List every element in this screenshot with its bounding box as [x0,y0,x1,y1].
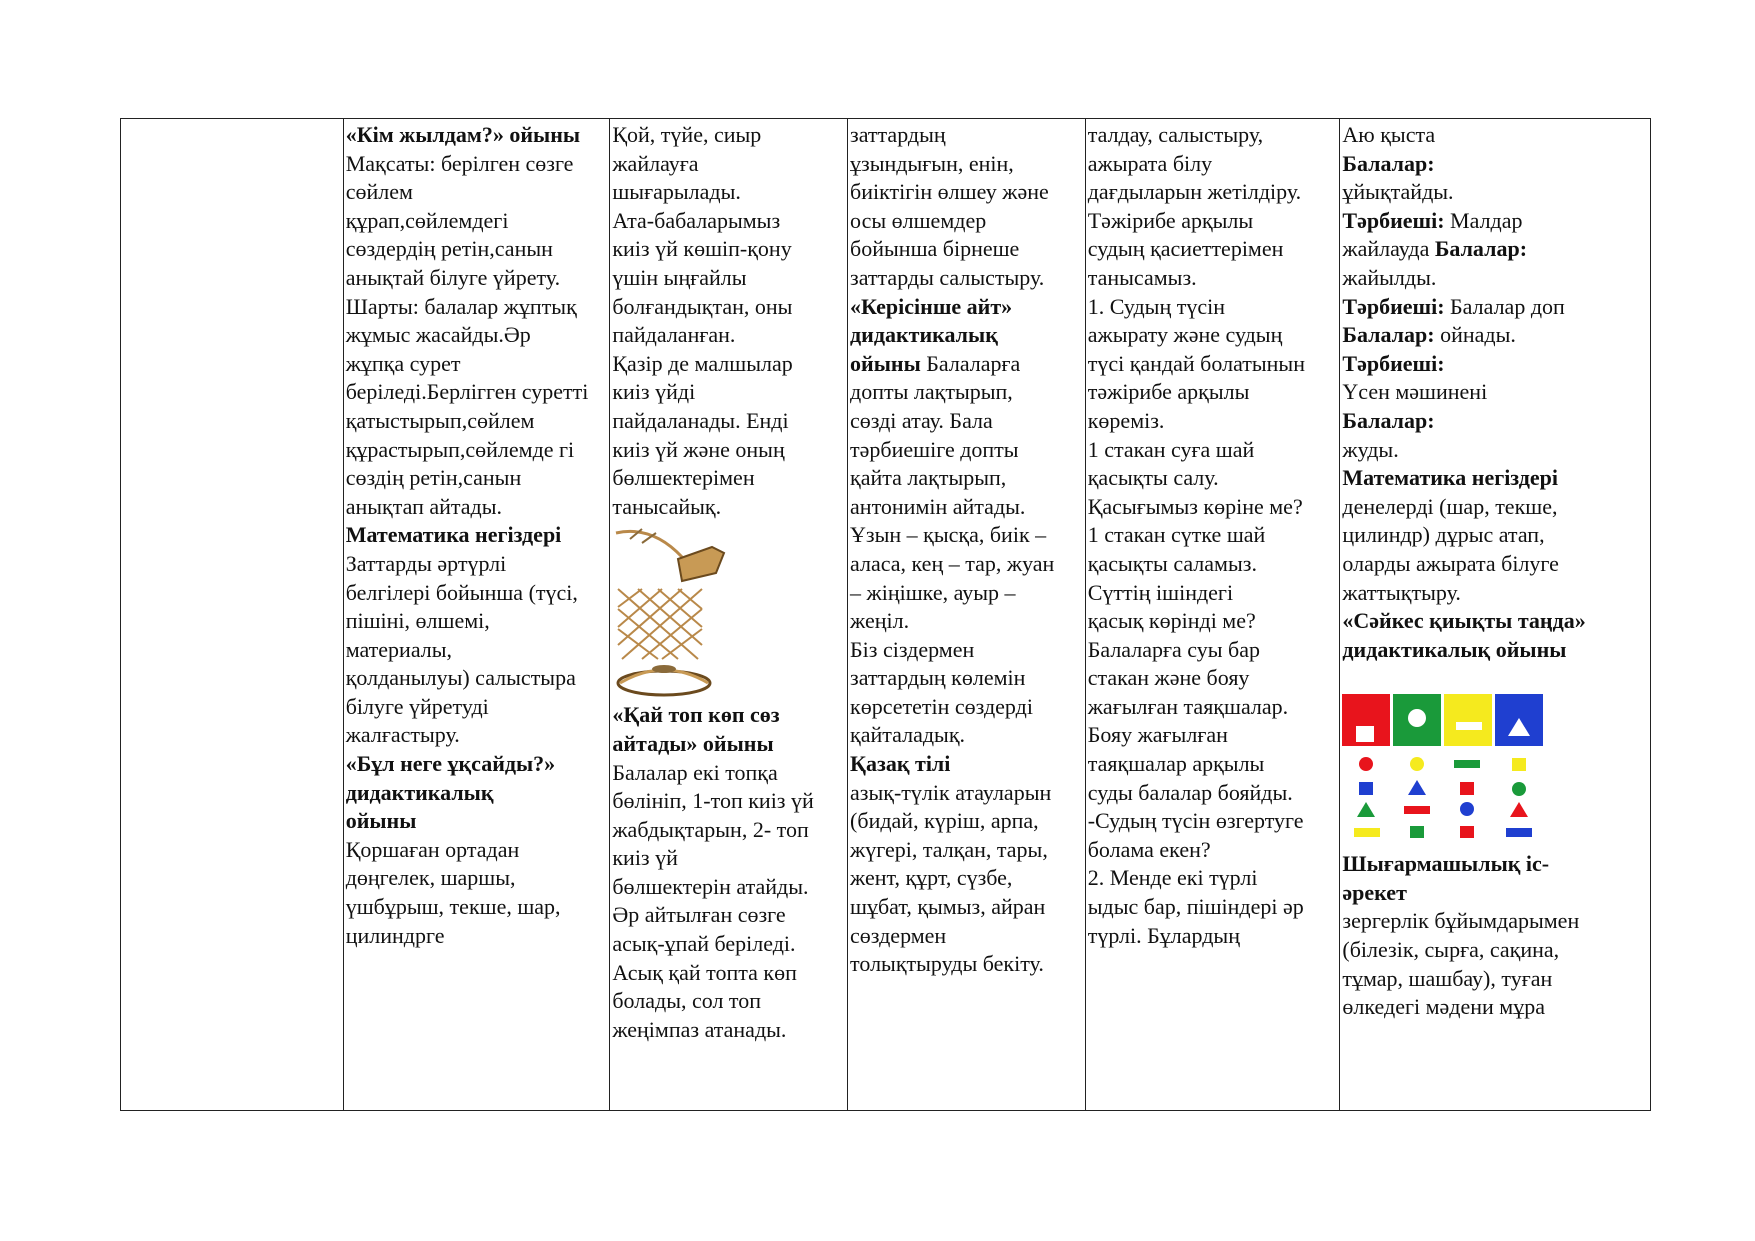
text-line [1088,836,1338,865]
yurt-tool-picture [616,529,724,581]
line-text: танысамыз. [1087,264,1197,290]
line-text: түсі қандай болатынын [1087,350,1305,376]
line-text: өлкедегі мәдени мұра [1342,994,1545,1020]
text-line [1088,550,1338,579]
text-line [1342,178,1648,207]
text-line [346,207,608,236]
line-text: зергерлік бұйымдарымен [1342,908,1580,934]
text-line [1342,607,1648,636]
line-text: киіз үй және оның [612,436,785,462]
text-line [1342,993,1648,1022]
bold-text: «Кім жылдам?» ойыны [345,122,581,147]
line-text: Қоршаған ортадан [345,836,520,862]
text-line [346,579,608,608]
text-line [850,807,1083,836]
text-line [850,636,1083,665]
text-line [1342,235,1648,264]
text-line [612,207,845,236]
text-line [850,207,1083,236]
line-text: жұмыс жасайды.Әр [345,322,531,348]
text-line [346,779,608,808]
line-text: қасықты салу. [1087,465,1219,491]
text-line [1342,350,1648,379]
text-line [850,121,1083,150]
text-line [1088,293,1338,322]
text-line [1088,779,1338,808]
text-line [850,721,1083,750]
line-text: жүгері, талқан, тары, [850,836,1048,862]
text-line [1088,693,1338,722]
line-text: пайдаланады. Енді [612,407,789,433]
text-line [850,607,1083,636]
text-line [1342,907,1648,936]
line-text: Шарты: балалар жұптық [345,293,577,319]
line-text: ажырата білу [1087,150,1213,176]
text-line [1342,150,1648,179]
text-line [850,950,1083,979]
text-line [1342,850,1648,879]
bold-text: «Сәйкес қиықты таңда» [1342,608,1586,634]
line-text: биіктігін өлшеу және [850,179,1049,205]
lesson-plan-table [120,118,1651,1111]
bold-text: ойыны [850,350,921,376]
text-line [1342,521,1648,550]
text-line [850,579,1083,608]
bold-text: Тәрбиеші: [1342,207,1445,233]
line-text: көреміз. [1087,407,1165,433]
text-line [850,350,1083,379]
line-text: азық-түлік атауларын [850,779,1052,805]
line-text: Сүттің ішіндегі [1087,579,1234,605]
text-line [612,1016,845,1045]
text-line [346,807,608,836]
text-line [1088,178,1338,207]
lattice-wall-picture [618,589,702,659]
bold-text: дидактикалық [345,779,494,805]
line-text: Асық қай топта көп [612,959,797,985]
column-2 [609,119,847,1110]
text-line [1088,807,1338,836]
text-line [850,864,1083,893]
yurt-roof-picture [618,665,710,695]
line-text: ұйықтайды. [1342,179,1454,205]
line-text: бөлшектерін атайды. [612,873,809,899]
line-text: анықтай білуге үйрету. [345,264,561,290]
text-line [1088,607,1338,636]
text-line [850,664,1083,693]
line-text: үшбұрыш, текше, шар, [345,894,561,920]
line-text: Қазір де малшылар [612,350,793,376]
text-line [1088,750,1338,779]
text-line [850,464,1083,493]
text-line [612,436,845,465]
column-4 [1085,119,1340,1110]
line-text: 1 стакан сүтке шай [1087,522,1266,548]
line-text: құрастырып,сөйлемде гі [345,436,575,462]
text-line [1088,378,1338,407]
line-text: жайылды. [1342,264,1437,290]
text-line [1088,864,1338,893]
yurt-parts-figure [612,523,732,699]
line-text: материалы, [345,636,453,662]
text-line [612,464,845,493]
line-text: суды балалар бояйды. [1087,779,1293,805]
text-line [1088,321,1338,350]
text-line [346,464,608,493]
line-text: танысайық. [612,493,722,519]
line-text: тәрбиешіге допты [850,436,1019,462]
bold-text: Балалар: [1342,407,1435,433]
text-line [612,150,845,179]
text-line [1088,264,1338,293]
line-text: допты лақтырып, [850,379,1013,405]
text-line [1342,293,1648,322]
empty-column [121,119,343,1110]
bold-text: Тәрбиеші: [1342,293,1445,319]
line-text: Әр айтылған сөзге [612,902,786,928]
text-line [1088,664,1338,693]
line-text: Аю қыста [1342,122,1436,147]
text-line [1342,636,1648,665]
text-line [1342,493,1648,522]
text-line [1342,936,1648,965]
line-text: заттарды салыстыру. [850,264,1045,290]
text-line [346,664,608,693]
line-text: Мақсаты: берілген сөзге [345,150,574,176]
line-text: 1. Судың түсін [1087,293,1225,319]
text-line [346,721,608,750]
line-text: қайталадық. [850,722,966,748]
text-line [612,293,845,322]
text-line [850,750,1083,779]
line-text: Балаларға [920,350,1021,376]
line-text: жеңімпаз атанады. [612,1016,787,1042]
bold-text: Балалар: [1342,322,1435,348]
bold-text: «Бұл неге ұқсайды?» [345,751,556,777]
line-text: (білезік, сырға, сақина, [1342,937,1560,963]
text-line [346,293,608,322]
text-line [346,693,608,722]
text-line [346,636,608,665]
text-line [346,178,608,207]
text-line [1088,893,1338,922]
line-text: Тәжірибе арқылы [1087,207,1254,233]
line-text: Заттарды әртүрлі [345,550,507,576]
line-text: қайта лақтырып, [850,465,1007,491]
text-line [346,235,608,264]
line-text: Бояу жағылған [1087,722,1228,748]
line-text: сөзді атау. Бала [850,407,993,433]
line-text: 1 стакан суға шай [1087,436,1255,462]
line-text: қолданылуы) салыстыра [345,665,576,691]
line-text: асық-ұпай беріледі. [612,931,796,957]
column-3 [847,119,1085,1110]
bold-text: дидактикалық ойыны [1342,636,1567,662]
line-text: толықтыруды бекіту. [850,951,1044,977]
line-text: денелерді (шар, текше, [1342,493,1558,519]
line-text: Үсен мәшинені [1342,379,1488,405]
line-text: оларды ажырата білуге [1342,550,1559,576]
text-line [612,321,845,350]
text-line [612,264,845,293]
line-text: бөлініп, 1-топ киіз үй [612,788,814,814]
line-text: сөйлем [345,179,413,205]
text-line [1088,636,1338,665]
line-text: ыдыс бар, пішіндері әр [1087,894,1304,920]
text-line [850,436,1083,465]
line-text: стакан және бояу [1087,665,1250,691]
text-line [1088,235,1338,264]
text-line [612,759,845,788]
line-text: Ата-бабаларымыз [612,207,781,233]
bold-text: Қазақ тілі [850,751,951,777]
text-line [850,893,1083,922]
text-line [1088,150,1338,179]
line-text: дөңгелек, шаршы, [345,865,516,891]
text-line [1088,350,1338,379]
line-text: тұмар, шашбау), туған [1342,965,1553,991]
bold-text: айтады» ойыны [612,730,774,756]
text-line [612,873,845,902]
line-text: білуге үйретуді [345,693,489,719]
line-text: таяқшалар арқылы [1087,751,1265,777]
text-line [1088,579,1338,608]
text-line [612,350,845,379]
text-line [346,264,608,293]
bold-text: Балалар: [1434,236,1528,262]
bold-text: «Керісінше айт» [850,293,1013,319]
text-line [346,607,608,636]
text-line [346,550,608,579]
text-line [612,787,845,816]
line-text: үшін ыңғайлы [612,264,747,290]
line-text: цилиндр) дұрыс атап, [1342,522,1545,548]
line-text: шығарылады. [612,179,741,205]
line-text: жұпқа сурет [345,350,461,376]
text-line [612,701,845,730]
text-line [850,293,1083,322]
text-line [850,693,1083,722]
text-line [850,779,1083,808]
text-line [1088,464,1338,493]
line-text: жабдықтарын, 2- топ [612,816,809,842]
text-line [850,150,1083,179]
line-text: 2. Менде екі түрлі [1087,865,1258,891]
line-text: киіз үйді [612,379,696,405]
bold-text: ойыны [345,808,417,834]
line-text: сөздердің ретін,санын [345,236,553,262]
line-text: бойынша бірнеше [850,236,1020,262]
line-text: Қой, түйе, сиыр [612,122,762,147]
text-line [850,521,1083,550]
line-text: дағдыларын жетілдіру. [1087,179,1302,205]
column-5 [1339,119,1650,1110]
line-text: ойнады. [1434,322,1516,348]
text-line [346,121,608,150]
text-line [1342,264,1648,293]
line-text: судың қасиеттерімен [1087,236,1284,262]
line-text: пайдаланған. [612,322,736,348]
line-text: қасық көрінді ме? [1087,608,1256,634]
bold-text: әрекет [1342,879,1407,905]
line-text: жаттықтыру. [1342,579,1461,605]
text-line [1088,922,1338,951]
text-line [850,550,1083,579]
column-1 [343,119,610,1110]
text-line [850,378,1083,407]
text-line [612,378,845,407]
line-text: бөлшектерімен [612,465,755,491]
line-text: құрап,сөйлемдегі [345,207,509,233]
text-line [850,178,1083,207]
text-line [850,321,1083,350]
bold-text: дидактикалық [850,322,998,348]
bold-text: Шығармашылық іс- [1342,851,1550,877]
text-line [1342,321,1648,350]
line-text: болама екен? [1087,836,1211,862]
shape-matching-figure [1342,694,1548,844]
text-line [612,235,845,264]
line-text: заттардың [850,122,946,147]
bold-text: «Қай топ көп сөз [612,702,780,728]
text-line [346,150,608,179]
line-text: пішіні, өлшемі, [345,608,490,634]
text-line [1088,436,1338,465]
text-line [346,436,608,465]
text-line [612,901,845,930]
text-line [346,521,608,550]
text-line [346,864,608,893]
text-line [346,321,608,350]
text-line [612,178,845,207]
line-text: жеңіл. [850,608,910,634]
text-line [346,893,608,922]
text-line [1342,464,1648,493]
line-text: жайлауда [1342,236,1435,262]
text-line [612,987,845,1016]
bold-text: Балалар: [1342,150,1435,176]
line-text: -Судың түсін өзгертуге [1087,808,1304,834]
text-line [1088,493,1338,522]
text-line [612,493,845,522]
line-text: Ұзын – қысқа, биік – [850,522,1047,548]
line-text: қасықты саламыз. [1087,550,1257,576]
line-text: ажырату және судың [1087,322,1283,348]
line-text: Малдар [1444,207,1523,233]
line-text: белгілері бойынша (түсі, [345,579,578,605]
line-text: ұзындығын, енін, [850,150,1014,176]
line-text: беріледі.Берлігген суретті [345,379,589,405]
line-text: (бидай, күріш, арпа, [850,808,1039,834]
text-line [346,750,608,779]
line-text: цилиндрге [345,922,445,948]
text-line [1342,121,1648,150]
line-text: көрсететін сөздерді [850,693,1033,719]
text-line [1342,207,1648,236]
text-line [1088,121,1338,150]
text-line [346,836,608,865]
text-line [850,264,1083,293]
text-line [612,816,845,845]
line-text: аласа, кең – тар, жуан [850,550,1055,576]
text-line [1342,550,1648,579]
text-line [612,730,845,759]
line-text: жайлауға [612,150,699,176]
text-line [612,959,845,988]
text-line [346,922,608,951]
line-text: антонимін айтады. [850,493,1026,519]
bold-text: Математика негіздері [345,522,562,548]
text-line [1088,721,1338,750]
text-line [346,378,608,407]
text-line [346,350,608,379]
line-text: жалғастыру. [345,722,460,748]
line-text: жуды. [1342,436,1399,462]
text-line [1342,965,1648,994]
line-text: Балаларға суы бар [1087,636,1261,662]
line-text: болғандықтан, оны [612,293,793,319]
line-text: киіз үй [612,845,678,871]
text-line [612,844,845,873]
text-line [346,407,608,436]
text-line [1342,579,1648,608]
line-text: киіз үй көшіп-қону [612,236,792,262]
text-line [850,493,1083,522]
text-line [1342,378,1648,407]
line-text: анықтап айтады. [345,493,503,519]
line-text: сөздермен [850,922,947,948]
line-text: түрлі. Бұлардың [1087,922,1240,948]
line-text: болады, сол топ [612,988,762,1014]
line-text: заттардың көлемін [850,665,1026,691]
text-line [850,922,1083,951]
text-line [1342,407,1648,436]
line-text: Қасығымыз көріне ме? [1087,493,1303,519]
line-text: шұбат, қымыз, айран [850,894,1046,920]
text-line [850,836,1083,865]
line-text: тәжірибе арқылы [1087,379,1250,405]
text-line [1088,407,1338,436]
text-line [1088,207,1338,236]
text-line [346,493,608,522]
line-text: талдау, салыстыру, [1087,122,1264,147]
text-line [1088,521,1338,550]
line-text: осы өлшемдер [850,207,987,233]
line-text: Балалар доп [1444,293,1565,319]
text-line [612,121,845,150]
text-line [850,407,1083,436]
bold-text: Тәрбиеші: [1342,350,1445,376]
line-text: жент, құрт, сүзбе, [850,865,1013,891]
line-text: Балалар екі топқа [612,759,778,785]
text-line [1342,436,1648,465]
yellow-card [1444,694,1492,746]
line-text: Біз сіздермен [850,636,975,662]
bold-text: Математика негіздері [1342,465,1558,491]
line-text: жағылған таяқшалар. [1087,693,1289,719]
line-text: қатыстырып,сөйлем [345,407,535,433]
text-line [612,930,845,959]
line-text: сөздің ретін,санын [345,465,522,491]
text-line [850,235,1083,264]
text-line [1342,879,1648,908]
text-line [612,407,845,436]
line-text: – жіңішке, ауыр – [850,579,1016,605]
